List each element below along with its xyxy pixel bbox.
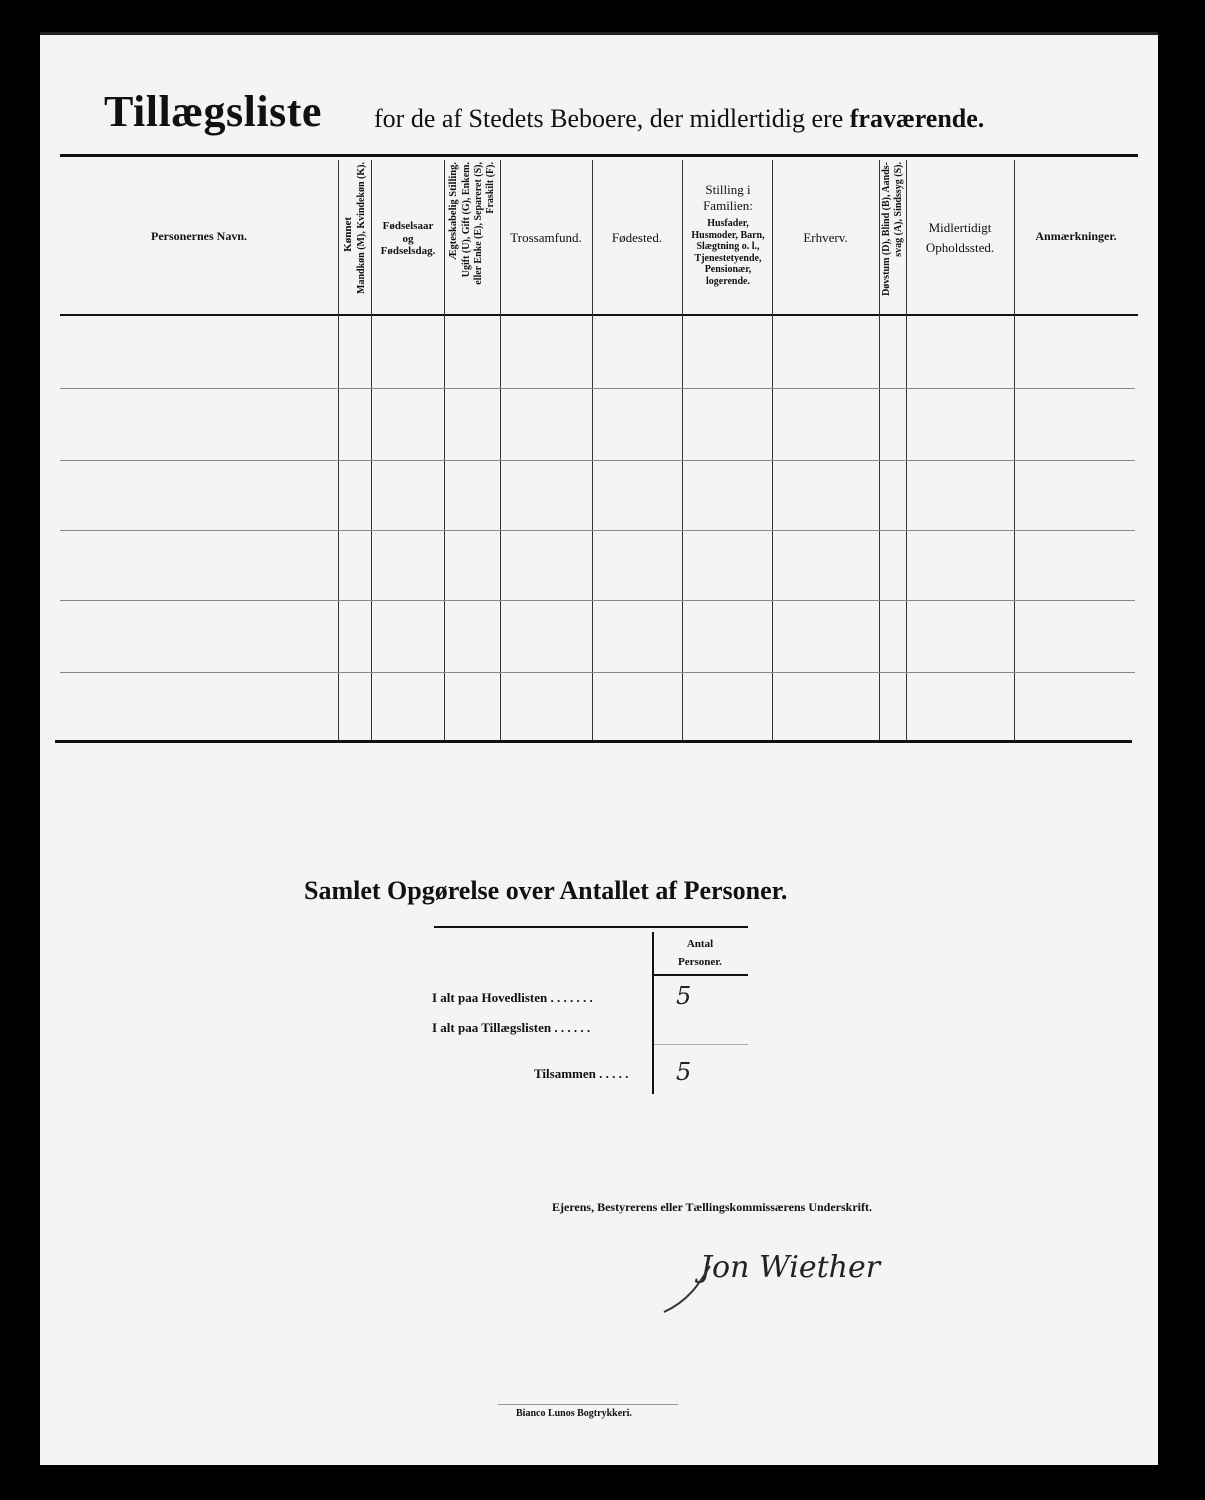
row-line <box>60 388 1135 389</box>
column-divider <box>772 160 773 740</box>
summary-row-main-label: I alt paa Hovedlisten . . . . . . . <box>432 990 593 1005</box>
header-top-rule <box>60 154 1138 157</box>
form-title: Tillægsliste <box>104 87 322 136</box>
summary-row-main-value: 5 <box>676 982 692 1010</box>
row-line <box>60 600 1135 601</box>
column-divider <box>1014 160 1015 740</box>
column-header-religion: Trossamfund. <box>510 230 582 245</box>
marital-detail3: Fraskilt (F). <box>485 162 496 214</box>
row-line <box>60 460 1135 461</box>
family-title2: Familien: <box>703 198 753 213</box>
column-header-birthplace: Fødested. <box>611 230 663 245</box>
sex-detail: Mandkøn (M), Kvindekøn (K). <box>356 162 367 294</box>
summary-row-total-label: Tilsammen . . . . . <box>534 1066 629 1081</box>
summary-row-total-value: 5 <box>676 1058 692 1086</box>
column-header-residence <box>906 218 1014 257</box>
residence-line2: Opholdssted. <box>925 239 995 255</box>
printer-imprint: Bianco Lunos Bogtrykkeri. <box>516 1408 632 1419</box>
summary-col-header <box>654 936 746 971</box>
table-bottom-rule <box>55 740 1132 743</box>
column-header-sex <box>340 162 370 312</box>
birth-line2: og <box>402 232 414 245</box>
marital-detail1: Ugift (U), Gift (G), Enkem. <box>461 162 472 278</box>
summary-subtotal-rule <box>654 1044 748 1045</box>
summary-col-header1: Antal <box>686 938 714 950</box>
column-divider <box>592 160 593 740</box>
column-header-occupation: Erhverv. <box>803 230 848 245</box>
form-subtitle-strong: fraværende. <box>849 104 985 133</box>
column-header-marital <box>446 162 500 312</box>
residence-line1: Midlertidigt <box>928 220 992 235</box>
signature-caption: Ejerens, Bestyrerens eller Tællingskommissærens Underskrift. <box>552 1200 872 1214</box>
column-divider <box>338 160 339 740</box>
family-title1: Stilling i <box>705 182 751 197</box>
summary-header-rule <box>654 974 748 976</box>
summary-row-supplement-label: I alt paa Tillægslisten . . . . . . <box>432 1020 591 1035</box>
header-bottom-rule <box>60 314 1138 316</box>
column-header-birth <box>372 220 444 258</box>
column-divider <box>444 160 445 740</box>
printer-rule <box>498 1404 678 1405</box>
summary-title: Samlet Opgørelse over Antallet af Personer. <box>304 876 788 905</box>
disability-line2: svag (A), Sindssyg (S). <box>893 162 904 257</box>
sex-label: Kønnet <box>342 217 354 252</box>
column-header-names: Personernes Navn. <box>151 229 247 243</box>
column-divider <box>682 160 683 740</box>
form-subtitle-text: for de af Stedets Beboere, der midlertidig ere <box>374 104 844 133</box>
disability-line1: Døvstum (D), Blind (B), Aands- <box>881 162 892 296</box>
column-header-family <box>684 182 772 287</box>
row-line <box>60 672 1135 673</box>
column-header-remarks: Anmærkninger. <box>1035 229 1117 243</box>
column-divider <box>500 160 501 740</box>
birth-line3: Fødselsdag. <box>380 245 436 258</box>
marital-detail2: eller Enke (E), Separeret (S), <box>473 162 484 285</box>
signature-name: Jon Wiether <box>700 1250 881 1285</box>
form-subtitle <box>374 104 984 134</box>
marital-label: Ægteskabelig Stilling. <box>448 162 459 261</box>
family-detail: Husfader, Husmoder, Barn, Slægtning o. l., Tjenestetyende, Pensionær, logerende. <box>691 218 765 287</box>
column-header-disability <box>880 162 906 312</box>
signature-flourish <box>660 1262 720 1318</box>
row-line <box>60 530 1135 531</box>
birth-line1: Fødselsaar <box>382 220 434 232</box>
summary-col-header2: Personer. <box>678 955 722 968</box>
summary-top-rule <box>434 926 748 928</box>
